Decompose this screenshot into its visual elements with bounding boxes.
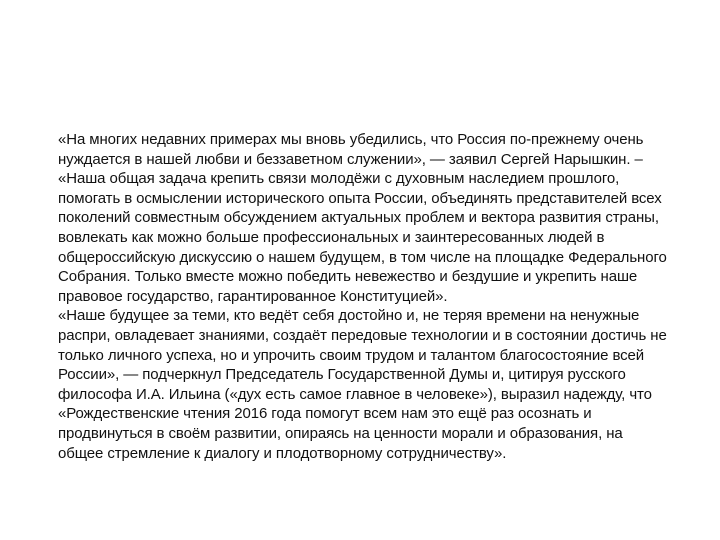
paragraph-naryshkin-quote-1: «На многих недавних примерах мы вновь убедились, что Россия по-прежнему очень нуждается в нашей любви и беззаветном служении», — заявил Сергей Нарышкин. – «Наша общая задача крепить связи молодёжи с духовным наследием прошлого, помогать в осмыслении исторического опыта России, объединять представителей всех поколений совместным обсуждением актуальных проблем и вектора развития страны, вовлекать как можно больше профессиональных и заинтересованных людей в общероссийскую дискуссию о нашем будущем, в том числе на площадке Федерального Собрания. Только вместе можно победить невежество и бездушие и укрепить наше правовое государство, гарантированное Конституцией».: [58, 131, 667, 305]
paragraph-naryshkin-quote-2: «Наше будущее за теми, кто ведёт себя достойно и, не теряя времени на ненужные распри, овладевает знаниями, создаёт передовые технологии и в состоянии достичь не только личного успеха, но и упрочить своим трудом и талантом благосостояние всей России», — подчеркнул Председатель Государственной Думы и, цитируя русского философа И.А. Ильина («дух есть самое главное в человеке»), выразил надежду, что «Рождественские чтения 2016 года помогут всем нам это ещё раз осознать и продвинуться в своём развитии, опираясь на ценности морали и образования, на общее стремление к диалогу и плодотворному сотрудничеству».: [58, 307, 667, 462]
quote-text-block: [58, 130, 668, 463]
